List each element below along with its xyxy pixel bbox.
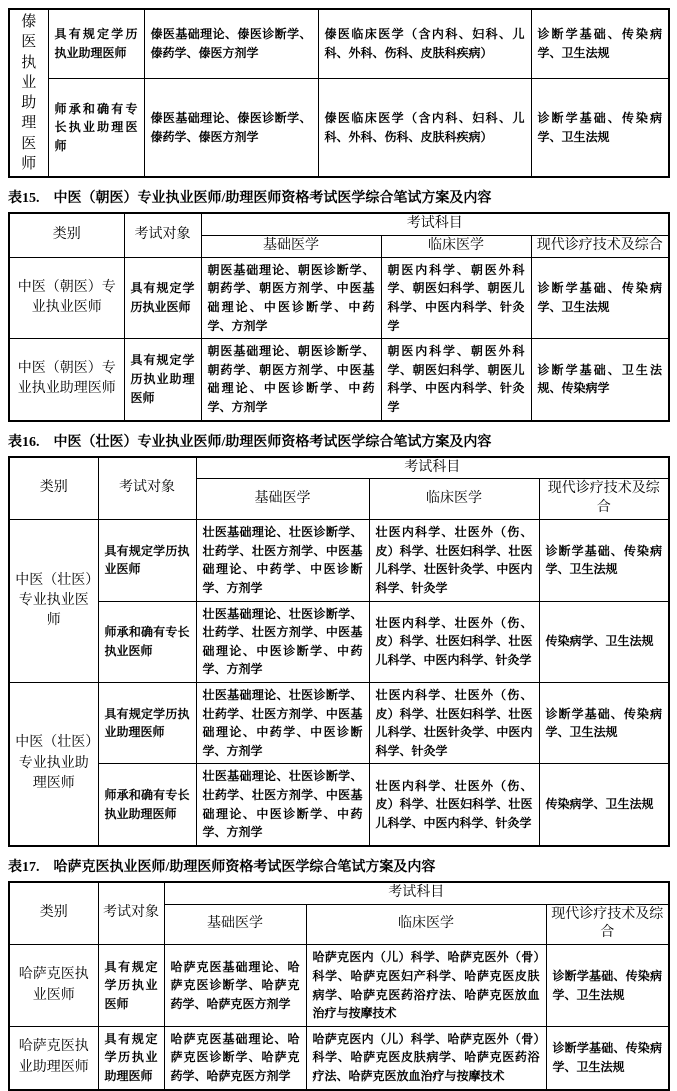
- clinical-medicine-cell: 朝医内科学、朝医外科学、朝医妇科学、朝医儿科学、中医内科学、针灸学: [381, 339, 531, 421]
- category-cell: 中医（壮医）专业执业助理医师: [9, 682, 98, 845]
- modern-tech-cell: 诊断学基础、传染病学、卫生法规: [531, 9, 669, 79]
- category-cell: 中医（壮医）专业执业医师: [9, 520, 98, 683]
- clinical-medicine-cell: 傣医临床医学（含内科、妇科、儿科、外科、伤科、皮肤科疾病）: [318, 9, 531, 79]
- header-subject: 考试对象: [98, 457, 196, 520]
- subject-cell: 具有规定学历执业助理医师: [98, 1026, 164, 1089]
- subject-cell: 师承和确有专长执业医师: [98, 601, 196, 682]
- header-row: [9, 457, 669, 479]
- header-clinical: 临床医学: [369, 479, 539, 520]
- header-basic: 基础医学: [196, 479, 369, 520]
- table-row: [9, 601, 669, 682]
- header-modern: 现代诊疗技术及综合: [539, 479, 669, 520]
- table17: [8, 881, 670, 1091]
- subject-cell: 具有规定学历执业助理医师: [124, 339, 201, 421]
- subject-cell: 师承和确有专长执业助理医师: [48, 79, 144, 177]
- table16-title: [8, 431, 668, 451]
- table-row: [9, 1026, 669, 1089]
- table15: [8, 212, 670, 422]
- header-category: 类别: [9, 882, 98, 945]
- basic-medicine-cell: 哈萨克医基础理论、哈萨克医诊断学、哈萨克药学、哈萨克医方剂学: [164, 1026, 306, 1089]
- category-cell: 哈萨克医执业助理医师: [9, 1026, 98, 1089]
- subject-cell: 具有规定学历执业助理医师: [98, 682, 196, 763]
- category-cell: 中医（朝医）专业执业医师: [9, 257, 124, 338]
- header-subject: 考试对象: [124, 213, 201, 257]
- basic-medicine-cell: 傣医基础理论、傣医诊断学、傣药学、傣医方剂学: [144, 79, 318, 177]
- basic-medicine-cell: 朝医基础理论、朝医诊断学、朝药学、朝医方剂学、中医基础理论、中医诊断学、中药学、方剂学: [201, 257, 381, 338]
- clinical-medicine-cell: 壮医内科学、壮医外（伤、皮）科学、壮医妇科学、壮医儿科学、中医内科学、针灸学: [369, 601, 539, 682]
- basic-medicine-cell: 哈萨克医基础理论、哈萨克医诊断学、哈萨克药学、哈萨克医方剂学: [164, 945, 306, 1026]
- clinical-medicine-cell: 朝医内科学、朝医外科学、朝医妇科学、朝医儿科学、中医内科学、针灸学: [381, 257, 531, 338]
- modern-tech-cell: 诊断学基础、传染病学、卫生法规: [531, 257, 669, 338]
- basic-medicine-cell: 壮医基础理论、壮医诊断学、壮药学、壮医方剂学、中医基础理论、中医诊断学、中药学、方剂学: [196, 764, 369, 846]
- subject-cell: 具有规定学历执业助理医师: [48, 9, 144, 79]
- basic-medicine-cell: 壮医基础理论、壮医诊断学、壮药学、壮医方剂学、中医基础理论、中药学、中医诊断学、方剂学: [196, 520, 369, 601]
- table-row: [9, 257, 669, 338]
- modern-tech-cell: 诊断学基础、传染病学、卫生法规: [539, 682, 669, 763]
- basic-medicine-cell: 壮医基础理论、壮医诊断学、壮药学、壮医方剂学、中医基础理论、中医诊断学、中药学、方剂学: [196, 601, 369, 682]
- clinical-medicine-cell: 哈萨克医内（儿）科学、哈萨克医外（骨）科学、哈萨克医皮肤病学、哈萨克医药浴疗法、哈萨克医放血治疗与按摩技术: [306, 1026, 546, 1089]
- table16: [8, 456, 670, 847]
- header-basic: 基础医学: [201, 235, 381, 257]
- subject-cell: 具有规定学历执业医师: [98, 945, 164, 1026]
- header-category: 类别: [9, 457, 98, 520]
- modern-tech-cell: 诊断学基础、传染病学、卫生法规: [539, 520, 669, 601]
- modern-tech-cell: 传染病学、卫生法规: [539, 764, 669, 846]
- table-row: [9, 764, 669, 846]
- clinical-medicine-cell: 壮医内科学、壮医外（伤、皮）科学、壮医妇科学、壮医儿科学、壮医针灸学、中医内科学、针灸学: [369, 682, 539, 763]
- subject-cell: 师承和确有专长执业助理医师: [98, 764, 196, 846]
- header-basic: 基础医学: [164, 904, 306, 945]
- table-row: [9, 79, 669, 177]
- modern-tech-cell: 诊断学基础、传染病学、卫生法规: [546, 1026, 669, 1089]
- header-row: [9, 213, 669, 235]
- subject-cell: 具有规定学历执业医师: [124, 257, 201, 338]
- table-row: [9, 945, 669, 1026]
- header-modern: 现代诊疗技术及综合: [546, 904, 669, 945]
- basic-medicine-cell: 壮医基础理论、壮医诊断学、壮药学、壮医方剂学、中医基础理论、中药学、中医诊断学、方剂学: [196, 682, 369, 763]
- modern-tech-cell: 诊断学基础、卫生法规、传染病学: [531, 339, 669, 421]
- table-row: [9, 339, 669, 421]
- table17-title: [8, 856, 668, 876]
- header-clinical: 临床医学: [381, 235, 531, 257]
- table-row: [9, 682, 669, 763]
- header-category: 类别: [9, 213, 124, 257]
- category-cell: 中医（朝医）专业执业助理医师: [9, 339, 124, 421]
- basic-medicine-cell: 朝医基础理论、朝医诊断学、朝药学、朝医方剂学、中医基础理论、中医诊断学、中药学、方剂学: [201, 339, 381, 421]
- table15-title: [8, 187, 668, 207]
- header-modern: 现代诊疗技术及综合: [531, 235, 669, 257]
- table-row: [9, 520, 669, 601]
- table17-title-text: 哈萨克医执业医师/助理医师资格考试医学综合笔试方案及内容: [53, 859, 436, 875]
- table17-number: 表17.: [8, 859, 40, 875]
- category-cell: 傣医执业助理医师: [9, 9, 48, 177]
- header-subjects-group: 考试科目: [164, 882, 669, 904]
- subject-cell: 具有规定学历执业医师: [98, 520, 196, 601]
- header-subjects-group: 考试科目: [201, 213, 669, 235]
- modern-tech-cell: 诊断学基础、传染病学、卫生法规: [546, 945, 669, 1026]
- table16-title-text: 中医（壮医）专业执业医师/助理医师资格考试医学综合笔试方案及内容: [53, 434, 492, 450]
- clinical-medicine-cell: 壮医内科学、壮医外（伤、皮）科学、壮医妇科学、壮医儿科学、壮医针灸学、中医内科学、针灸学: [369, 520, 539, 601]
- table16-number: 表16.: [8, 434, 40, 450]
- table15-number: 表15.: [8, 191, 40, 206]
- table-row: [9, 9, 669, 79]
- modern-tech-cell: 诊断学基础、传染病学、卫生法规: [531, 79, 669, 177]
- clinical-medicine-cell: 壮医内科学、壮医外（伤、皮）科学、壮医妇科学、壮医儿科学、中医内科学、针灸学: [369, 764, 539, 846]
- clinical-medicine-cell: 哈萨克医内（儿）科学、哈萨克医外（骨）科学、哈萨克医妇产科学、哈萨克医皮肤病学、哈萨克医药浴疗法、哈萨克医放血治疗与按摩技术: [306, 945, 546, 1026]
- header-clinical: 临床医学: [306, 904, 546, 945]
- header-subject: 考试对象: [98, 882, 164, 945]
- basic-medicine-cell: 傣医基础理论、傣医诊断学、傣药学、傣医方剂学: [144, 9, 318, 79]
- dai-assistant-practitioner-table: [8, 8, 670, 178]
- table15-title-text: 中医（朝医）专业执业医师/助理医师资格考试医学综合笔试方案及内容: [53, 191, 492, 206]
- category-cell: 哈萨克医执业医师: [9, 945, 98, 1026]
- header-row: [9, 882, 669, 904]
- modern-tech-cell: 传染病学、卫生法规: [539, 601, 669, 682]
- header-subjects-group: 考试科目: [196, 457, 669, 479]
- clinical-medicine-cell: 傣医临床医学（含内科、妇科、儿科、外科、伤科、皮肤科疾病）: [318, 79, 531, 177]
